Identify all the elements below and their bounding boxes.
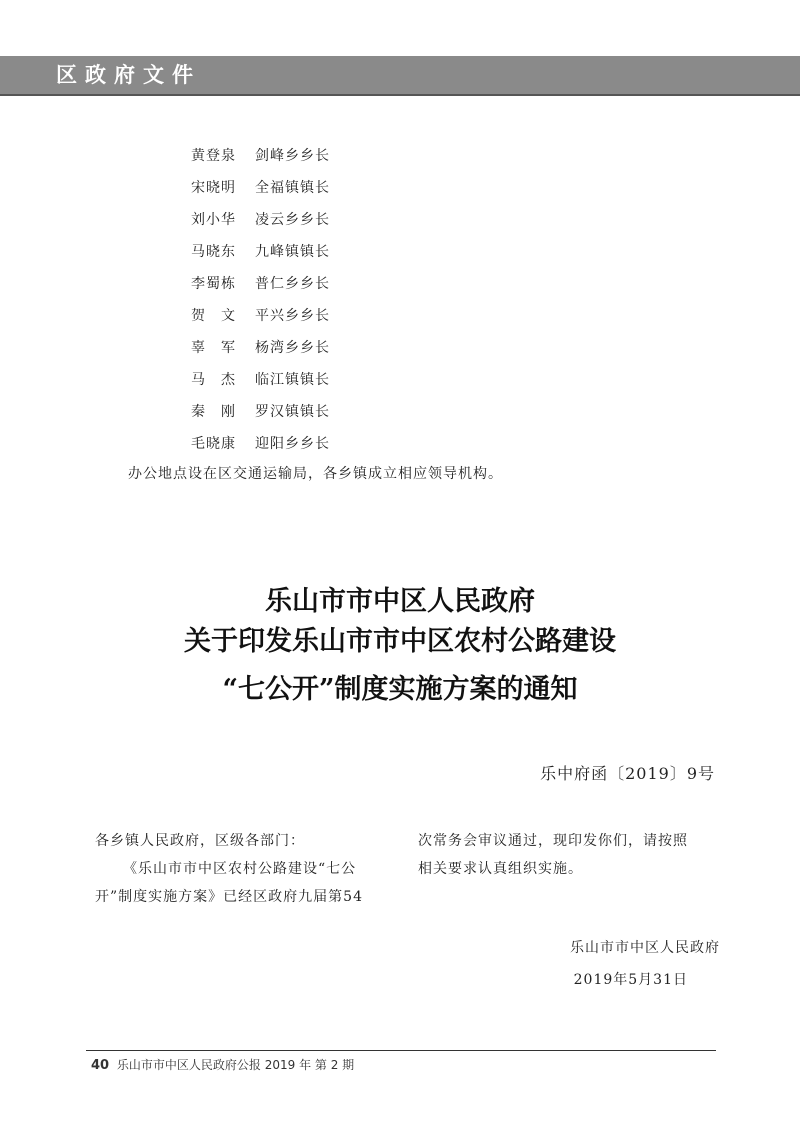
member-name: 宋晓明	[191, 180, 236, 196]
member-role: 剑峰乡乡长	[255, 148, 330, 164]
member-role: 杨湾乡乡长	[255, 340, 330, 356]
salutation: 各乡镇人民政府，区级各部门：	[95, 833, 305, 849]
list-item	[191, 242, 330, 274]
member-role: 平兴乡乡长	[255, 308, 330, 324]
member-name: 黄登泉	[191, 148, 236, 164]
page-footer	[91, 1056, 354, 1075]
member-name: 刘小华	[191, 212, 236, 228]
member-role: 九峰镇镇长	[255, 244, 330, 260]
document-title-line-1: 乐山市市中区人民政府	[265, 586, 535, 617]
body-line: 相关要求认真组织实施。	[418, 861, 583, 877]
member-role: 普仁乡乡长	[255, 276, 330, 292]
footer-divider	[86, 1050, 716, 1051]
document-title-line-2: 关于印发乐山市市中区农村公路建设	[184, 626, 616, 657]
member-name: 毛晓康	[191, 436, 236, 452]
body-line: 次常务会审议通过，现印发你们，请按照	[418, 833, 688, 849]
member-role: 罗汉镇镇长	[255, 404, 330, 420]
list-item	[191, 178, 330, 210]
member-role: 凌云乡乡长	[255, 212, 330, 228]
list-item	[191, 210, 330, 242]
page-number: 40	[91, 1058, 110, 1073]
body-column-left	[95, 827, 395, 911]
office-note: 办公地点设在区交通运输局，各乡镇成立相应领导机构。	[128, 466, 503, 482]
member-name: 李蜀栋	[191, 276, 236, 292]
list-item	[191, 146, 330, 178]
header-divider	[0, 94, 800, 96]
member-name: 贺 文	[191, 308, 236, 324]
member-name: 秦 刚	[191, 404, 236, 420]
section-title: 区政府文件	[56, 63, 201, 87]
signature: 乐山市市中区人民政府	[570, 940, 720, 956]
list-item	[191, 306, 330, 338]
signature-date: 2019年5月31日	[573, 972, 688, 988]
list-item	[191, 434, 330, 466]
publication-name: 乐山市市中区人民政府公报 2019 年 第 2 期	[116, 1058, 355, 1072]
document-title-line-3: “七公开”制度实施方案的通知	[222, 674, 578, 705]
body-line: 开”制度实施方案》已经区政府九届第54	[95, 889, 363, 905]
list-item	[191, 402, 330, 434]
member-role: 临江镇镇长	[255, 372, 330, 388]
member-name: 辜 军	[191, 340, 236, 356]
member-name: 马晓东	[191, 244, 236, 260]
body-column-right	[418, 827, 718, 883]
member-role: 迎阳乡乡长	[255, 436, 330, 452]
list-item	[191, 274, 330, 306]
member-list	[191, 146, 330, 466]
body-line: 《乐山市市中区农村公路建设“七公	[123, 861, 357, 877]
document-number: 乐中府函〔2019〕9号	[540, 764, 715, 783]
list-item	[191, 370, 330, 402]
member-name: 马 杰	[191, 372, 236, 388]
list-item	[191, 338, 330, 370]
member-role: 全福镇镇长	[255, 180, 330, 196]
